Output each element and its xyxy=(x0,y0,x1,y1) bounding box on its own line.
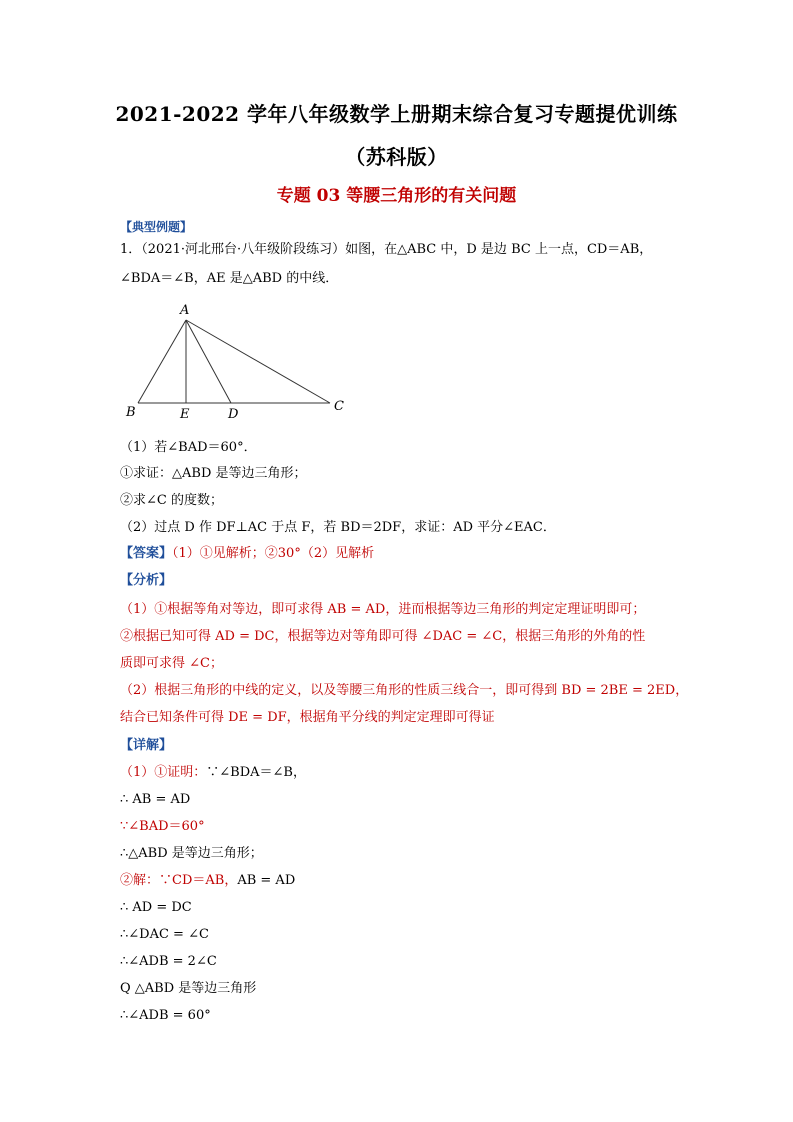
segment-ac xyxy=(186,320,330,403)
answer-line xyxy=(120,547,374,560)
detail-line-1-because: ∵∠BDA＝∠B， xyxy=(206,765,306,780)
label-b: B xyxy=(126,405,136,420)
problem-stem-line1: 1．（2021·河北邢台·八年级阶段练习）如图，在△ABC 中，D 是边 BC 上一点，CD＝AB， xyxy=(120,242,653,257)
analysis-line-4: （2）根据三角形的中线的定义，以及等腰三角形的性质三线合一，即可得到 BD = 2BE = 2ED， xyxy=(120,683,689,698)
question-1a: ①求证：△ABD 是等边三角形； xyxy=(120,466,307,481)
detail-line-2: ∴ AB = AD xyxy=(120,792,191,807)
detail-line-6: ∴ AD = DC xyxy=(120,900,192,915)
label-e: E xyxy=(180,407,190,422)
detail-tag: 【详解】 xyxy=(120,738,173,753)
detail-line-5-lead: ②解： xyxy=(120,873,160,888)
analysis-tag: 【分析】 xyxy=(120,573,173,588)
analysis-line-3: 质即可求得 ∠C； xyxy=(120,656,223,671)
detail-line-5 xyxy=(120,874,295,887)
section-tag: 【典型例题】 xyxy=(120,220,193,234)
question-1: （1）若∠BAD＝60°． xyxy=(120,440,257,455)
detail-line-9: Q △ABD 是等边三角形 xyxy=(120,981,257,996)
triangle-diagram xyxy=(120,298,360,426)
detail-line-5-equation: AB = AD xyxy=(237,873,296,888)
answer-text: （1）①见解析；②30°（2）见解析 xyxy=(172,546,375,561)
analysis-line-2: ②根据已知可得 AD = DC，根据等边对等角即可得 ∠DAC = ∠C，根据三角形的外角的性 xyxy=(120,629,646,644)
answer-tag: 【答案】 xyxy=(120,546,173,561)
detail-line-8: ∴∠ADB = 2∠C xyxy=(120,954,217,969)
label-a: A xyxy=(180,303,190,318)
segment-ab xyxy=(138,320,186,403)
detail-line-1 xyxy=(120,766,306,779)
detail-line-5-because: ∵CD＝AB， xyxy=(159,873,238,888)
topic-heading: 专题 03 等腰三角形的有关问题 xyxy=(276,186,517,206)
analysis-line-1: （1）①根据等角对等边，即可求得 AB = AD，进而根据等边三角形的判定定理证明即可； xyxy=(120,602,646,617)
detail-line-3: ∵∠BAD＝60° xyxy=(120,819,205,834)
detail-line-1-lead: （1）①证明： xyxy=(120,765,207,780)
problem-stem-line2: ∠BDA＝∠B，AE 是△ABD 的中线． xyxy=(120,271,339,286)
detail-line-4: ∴△ABD 是等边三角形； xyxy=(120,846,263,861)
question-1b: ②求∠C 的度数； xyxy=(120,493,223,508)
detail-line-7: ∴∠DAC = ∠C xyxy=(120,927,209,942)
analysis-line-5: 结合已知条件可得 DE = DF，根据角平分线的判定定理即可得证 xyxy=(120,710,495,725)
detail-line-10: ∴∠ADB = 60° xyxy=(120,1008,211,1023)
label-c: C xyxy=(334,399,344,414)
document-title: 2021-2022 学年八年级数学上册期末综合复习专题提优训练 xyxy=(115,102,678,126)
label-d: D xyxy=(228,407,239,422)
document-edition: （苏科版） xyxy=(345,145,448,169)
question-2: （2）过点 D 作 DF⊥AC 于点 F，若 BD＝2DF，求证：AD 平分∠EAC． xyxy=(120,520,556,535)
